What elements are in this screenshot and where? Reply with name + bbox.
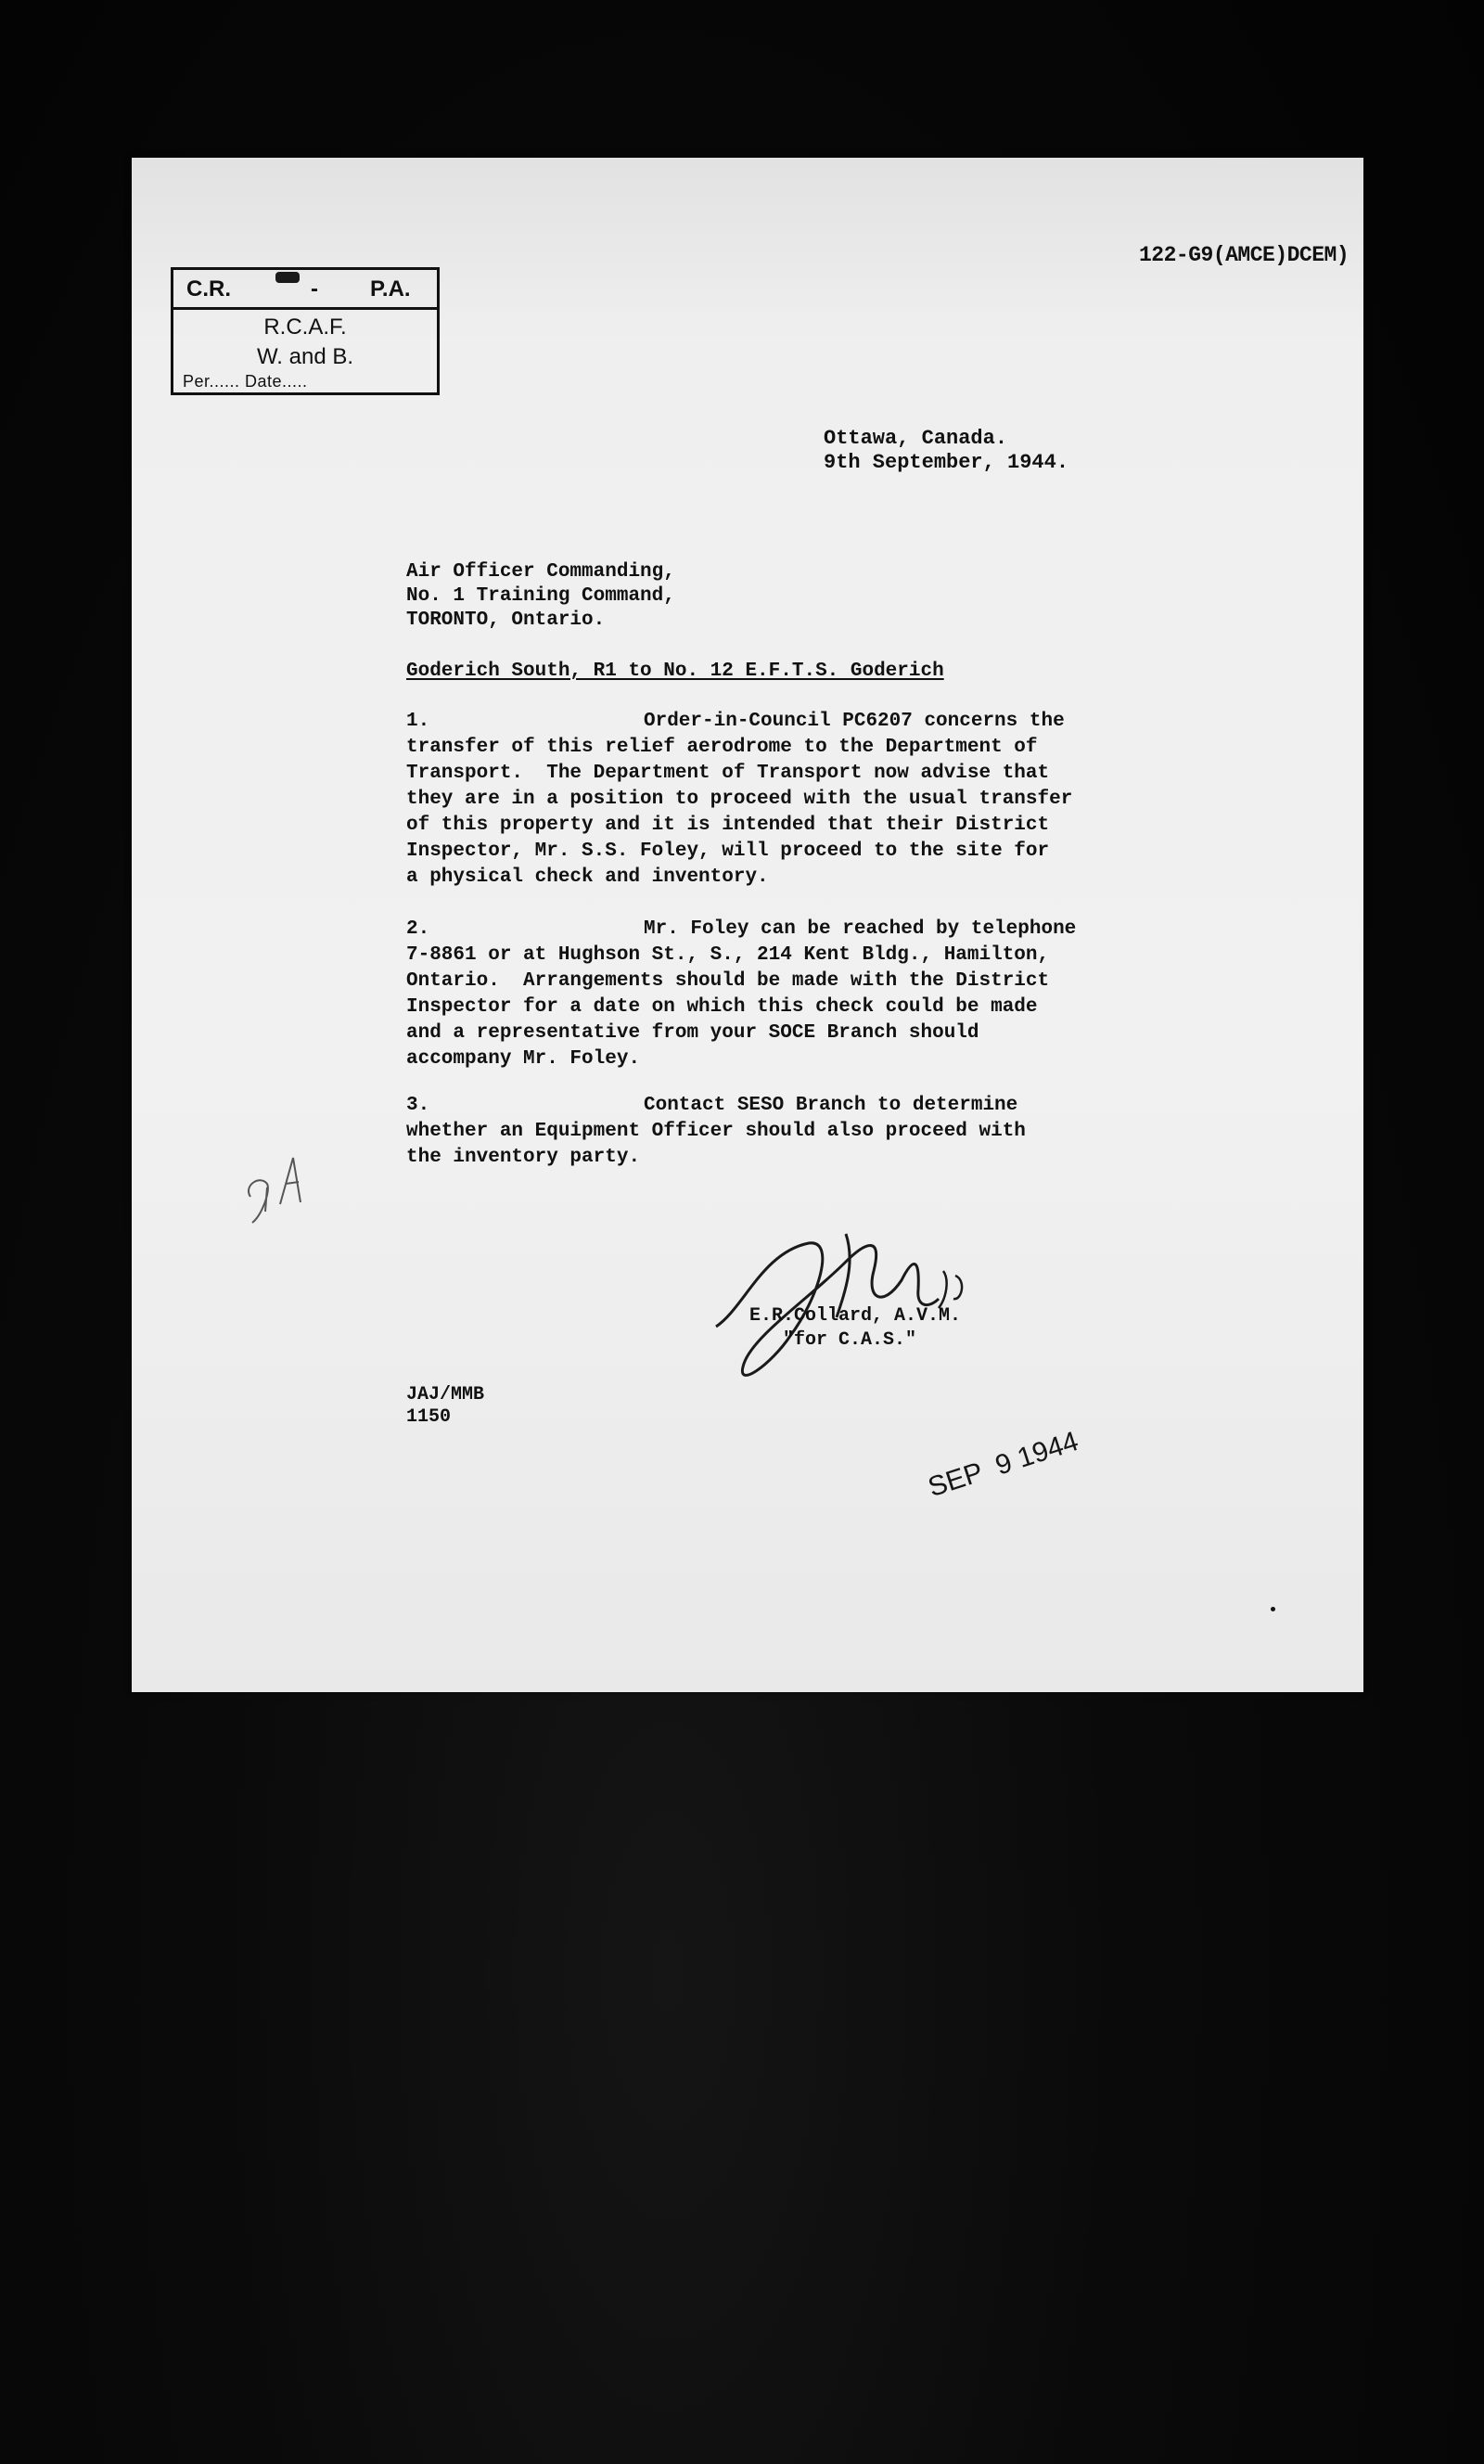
paragraph-line: and a representative from your SOCE Branch should [406,1022,979,1044]
paragraph-line: Transport. The Department of Transport now advise that [406,763,1050,784]
signature-block [749,1304,961,1353]
stamp-line-per-date: Per...... Date..... [183,372,308,391]
place-and-date [824,427,1068,475]
paragraph-line: Ontario. Arrangements should be made with the District [406,970,1050,992]
paragraph-line: the inventory party. [406,1147,641,1168]
initials-line: JAJ/MMB [406,1384,485,1405]
paragraph-line: Contact SESO Branch to determine [644,1095,1018,1116]
handwritten-signature [707,1197,985,1401]
paragraph-line: Mr. Foley can be reached by telephone [644,918,1077,940]
paragraph-line: a physical check and inventory. [406,866,769,888]
paragraph-line: Inspector, Mr. S.S. Foley, will proceed to the site for [406,841,1050,862]
recipient-line: No. 1 Training Command, [406,585,675,607]
paragraph-line: of this property and it is intended that their District [406,815,1050,836]
paragraph-2 [406,917,1315,1072]
paragraph-number: 3. [406,1095,430,1116]
file-reference: 122-G9(AMCE)DCEM) [1139,243,1350,267]
stamp-header-row [173,270,437,310]
stamp-cr: C.R. [186,276,231,302]
paragraph-1 [406,709,1315,891]
film-speck [1271,1607,1275,1611]
recipient-line: Air Officer Commanding, [406,561,675,583]
stamp-pa: P.A. [370,276,411,302]
paragraph-line: whether an Equipment Officer should also proceed with [406,1121,1026,1142]
received-date-stamp: SEP 9 1944 [924,1425,1082,1504]
paragraph-line: Order-in-Council PC6207 concerns the [644,711,1065,732]
paragraph-line: they are in a position to proceed with the usual transfer [406,789,1073,810]
handwritten-margin-initials [224,1130,336,1241]
recipient-address [406,560,675,633]
date: 9th September, 1944. [824,451,1069,474]
paragraph-line: accompany Mr. Foley. [406,1048,641,1070]
subject-line: Goderich South, R1 to No. 12 E.F.T.S. Goderich [406,661,944,682]
registry-stamp [171,267,440,395]
paragraph-3 [406,1093,1315,1171]
typist-initials [406,1384,484,1429]
signatory-title: "for C.A.S." [783,1329,917,1351]
stamp-line-rcaf: R.C.A.F. [263,314,347,340]
recipient-line: TORONTO, Ontario. [406,610,606,631]
paragraph-line: 7-8861 or at Hughson St., S., 214 Kent Bldg., Hamilton, [406,944,1050,966]
initials-line: 1150 [406,1406,452,1428]
signatory-name: E.R.Collard, A.V.M. [749,1305,962,1327]
paragraph-line: Inspector for a date on which this check could be made [406,996,1038,1018]
stamp-dash: - [311,276,318,302]
paragraph-line: transfer of this relief aerodrome to the Department of [406,737,1038,758]
stamp-line-wb: W. and B. [256,344,354,369]
paragraph-number: 1. [406,711,430,732]
paragraph-number: 2. [406,918,430,940]
document-page [132,158,1363,1692]
ink-blot [275,272,300,283]
place: Ottawa, Canada. [824,427,1008,450]
